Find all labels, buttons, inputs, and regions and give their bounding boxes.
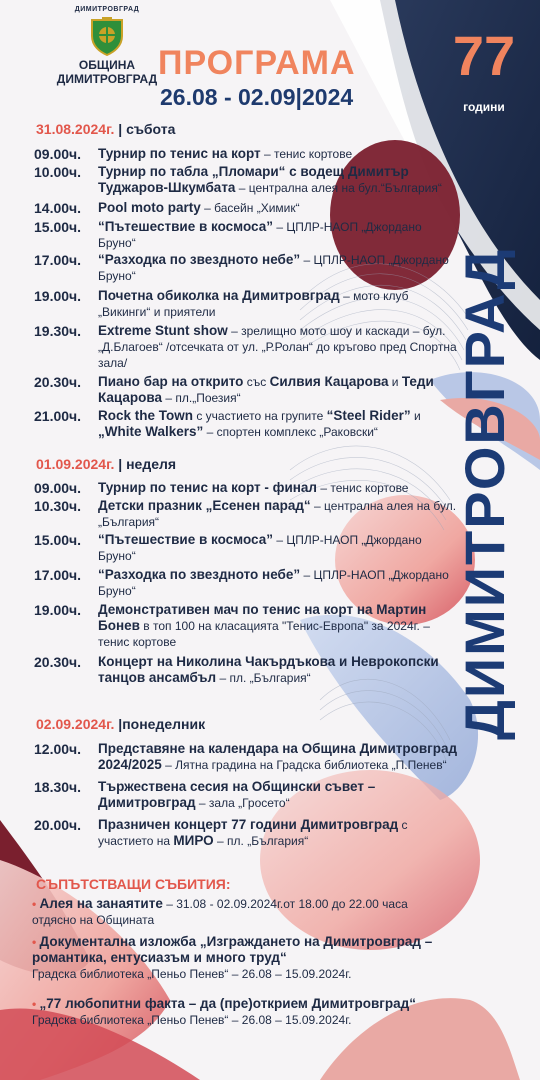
event-title: Турнир по табла „Пломари“ с водещ Димитър Туджаров-Шкумбата bbox=[98, 164, 409, 195]
municipality-logo bbox=[52, 6, 162, 86]
side-event-desc: Градска библиотека „Пеньо Пенев“ – 26.08 – 15.09.2024г. bbox=[32, 967, 352, 981]
event-title-2: Силвия Кацарова bbox=[269, 374, 389, 389]
event-title: Празничен концерт 77 години Димитровград bbox=[98, 817, 399, 832]
event-title: Rock the Town bbox=[98, 408, 194, 423]
event-title-2: “Steel Rider” bbox=[326, 408, 411, 423]
event-time: 10.00ч. bbox=[34, 164, 82, 180]
event-text bbox=[98, 654, 458, 686]
event-text bbox=[98, 374, 458, 406]
event-sep: с участието на bbox=[98, 818, 408, 848]
event-time: 19.30ч. bbox=[34, 323, 82, 339]
event-text bbox=[98, 741, 458, 773]
day-date: 01.09.2024г. bbox=[36, 456, 115, 472]
event-time: 18.30ч. bbox=[34, 779, 82, 795]
event-title: “Разходка по звездното небе” bbox=[98, 252, 301, 267]
event-desc: централна алея на бул.“България“ bbox=[248, 181, 442, 195]
program-dates: 26.08 - 02.09|2024 bbox=[160, 84, 354, 110]
day-date: 02.09.2024г. bbox=[36, 716, 115, 732]
bullet-icon: • bbox=[32, 897, 37, 911]
event-desc: – спортен комплекс „Раковски“ bbox=[203, 425, 378, 439]
event-desc: пл. „България“ bbox=[229, 671, 311, 685]
event-sep: – bbox=[200, 201, 215, 215]
event-title: Тържествена сесия на Общински съвет – Димитровград bbox=[98, 779, 376, 810]
coat-of-arms-icon bbox=[89, 16, 125, 56]
event-desc: мото клуб „Викинги“ и приятели bbox=[98, 289, 409, 319]
anniversary-word: години bbox=[463, 100, 505, 114]
event-time: 19.00ч. bbox=[34, 288, 82, 304]
logo-line-2: ДИМИТРОВГРАД bbox=[56, 72, 158, 86]
event-desc: ЦПЛР-НАОП „Джордано Бруно“ bbox=[98, 253, 449, 283]
event-text bbox=[98, 480, 458, 496]
event-title: Концерт на Николина Чакърдъкова и Неврокопски танцов ансамбъл bbox=[98, 654, 439, 685]
side-event-item bbox=[32, 896, 442, 928]
event-sep: – bbox=[273, 220, 287, 234]
side-events-heading: СЪПЪТСТВАЩИ СЪБИТИЯ: bbox=[36, 876, 231, 892]
event-sep: – bbox=[260, 147, 275, 161]
event-time: 12.00ч. bbox=[34, 741, 82, 757]
event-sep: с участието на групите bbox=[193, 409, 327, 423]
event-desc: зала „Гросето“ bbox=[208, 796, 290, 810]
event-sep: – bbox=[216, 671, 230, 685]
bullet-icon: • bbox=[32, 997, 37, 1011]
event-title: Турнир по тенис на корт bbox=[98, 146, 261, 161]
event-title: Демонстративен мач по тенис на корт на Мартин Бонев bbox=[98, 602, 427, 633]
event-text bbox=[98, 146, 458, 162]
event-desc: – пл. „България“ bbox=[213, 834, 309, 848]
logo-line-1: ОБЩИНА bbox=[78, 58, 136, 72]
event-time: 15.00ч. bbox=[34, 532, 82, 548]
event-title: Детски празник „Есенен парад“ bbox=[98, 498, 311, 513]
event-sep: – bbox=[300, 253, 314, 267]
event-time: 09.00ч. bbox=[34, 146, 82, 162]
side-event-desc: – 31.08 - 02.09.2024г.от 18.00 до 22.00 часа отдясно на Общината bbox=[32, 897, 408, 927]
day-heading bbox=[36, 716, 205, 732]
event-desc: ЦПЛР-НАОП „Джордано Бруно“ bbox=[98, 533, 422, 563]
event-text bbox=[98, 817, 458, 849]
day-weekday: | събота bbox=[118, 121, 176, 137]
event-title-3: Теди Кацарова bbox=[98, 374, 434, 405]
event-sep: – bbox=[317, 481, 331, 495]
anniversary-number: 77 bbox=[452, 24, 516, 87]
event-title: Турнир по тенис на корт - финал bbox=[98, 480, 318, 495]
event-sep: – bbox=[161, 758, 176, 772]
event-title-2: МИРО bbox=[173, 833, 214, 848]
event-text bbox=[98, 408, 458, 440]
side-event-title: Алея на занаятите bbox=[39, 896, 163, 911]
event-title: “Пътешествие в космоса” bbox=[98, 219, 273, 234]
event-sep: – bbox=[339, 289, 354, 303]
event-desc: тенис кортове bbox=[274, 147, 353, 161]
event-text bbox=[98, 323, 458, 371]
event-time: 17.00ч. bbox=[34, 252, 82, 268]
event-desc: зрелищно мото шоу и каскади – бул. „Д.Благоев“ /отсечката от ул. „Р.Ролан“ до кръгово пред Спортна зала/ bbox=[98, 324, 457, 370]
event-desc: – пл.„Поезия“ bbox=[162, 391, 241, 405]
bullet-icon: • bbox=[32, 935, 37, 949]
event-sep: със bbox=[243, 375, 270, 389]
event-title: Pool moto party bbox=[98, 200, 201, 215]
event-sep: – bbox=[235, 181, 249, 195]
day-heading bbox=[36, 456, 176, 472]
day-date: 31.08.2024г. bbox=[36, 121, 115, 137]
event-sep: – bbox=[300, 568, 314, 582]
day-weekday: | неделя bbox=[118, 456, 177, 472]
event-sep: – bbox=[310, 499, 325, 513]
event-title: Почетна обиколка на Димитровград bbox=[98, 288, 340, 303]
side-event-title: Документална изложба „Изграждането на Димитровград – романтика, ентусиазъм и много труд“ bbox=[32, 934, 433, 965]
event-time: 10.30ч. bbox=[34, 498, 82, 514]
event-title: Extreme Stunt show bbox=[98, 323, 228, 338]
event-desc: ЦПЛР-НАОП „Джордано Бруно“ bbox=[98, 220, 422, 250]
event-text bbox=[98, 219, 458, 251]
event-desc: басейн „Химик“ bbox=[214, 201, 300, 215]
city-vertical-text: ДИМИТРОВГРАД bbox=[453, 247, 516, 740]
event-time: 17.00ч. bbox=[34, 567, 82, 583]
event-time: 14.00ч. bbox=[34, 200, 82, 216]
side-event-desc: Градска библиотека „Пеньо Пенев“ – 26.08 – 15.09.2024г. bbox=[32, 1013, 352, 1027]
event-sep: и bbox=[410, 409, 421, 423]
event-text bbox=[98, 779, 458, 811]
anniversary-badge bbox=[440, 26, 528, 114]
event-text bbox=[98, 498, 458, 530]
event-time: 20.30ч. bbox=[34, 654, 82, 670]
event-title: “Разходка по звездното небе” bbox=[98, 567, 301, 582]
event-title: Пиано бар на открито bbox=[98, 374, 244, 389]
event-text bbox=[98, 532, 458, 564]
side-event-item bbox=[32, 934, 442, 982]
event-desc: ЦПЛР-НАОП „Джордано Бруно“ bbox=[98, 568, 449, 598]
event-text bbox=[98, 164, 458, 196]
event-time: 09.00ч. bbox=[34, 480, 82, 496]
day-weekday: |понеделник bbox=[118, 716, 206, 732]
day-heading bbox=[36, 121, 175, 137]
event-time: 21.00ч. bbox=[34, 408, 82, 424]
event-sep: – bbox=[195, 796, 209, 810]
event-sep: и bbox=[388, 375, 402, 389]
event-sep: – bbox=[273, 533, 287, 547]
event-title: Представяне на календара на Община Димитровград 2024/2025 bbox=[98, 741, 458, 772]
side-event-title: „77 любопитни факта – да (пре)открием Димитровград“ bbox=[39, 996, 416, 1011]
event-sep: – bbox=[227, 324, 242, 338]
side-event-item bbox=[32, 996, 442, 1028]
event-title-3: „White Walkers” bbox=[98, 424, 204, 439]
event-text bbox=[98, 200, 458, 216]
page-title: ПРОГРАМА bbox=[158, 44, 356, 82]
logo-top-text: ДИМИТРОВГРАД bbox=[74, 6, 140, 13]
event-desc: тенис кортове bbox=[330, 481, 409, 495]
event-text bbox=[98, 288, 458, 320]
event-text bbox=[98, 567, 458, 599]
event-text bbox=[98, 252, 458, 284]
event-time: 15.00ч. bbox=[34, 219, 82, 235]
event-time: 19.00ч. bbox=[34, 602, 82, 618]
event-desc: в топ 100 на класацията "Тенис-Европа" за 2024г. – тенис кортове bbox=[98, 619, 430, 649]
event-time: 20.30ч. bbox=[34, 374, 82, 390]
event-text bbox=[98, 602, 458, 650]
event-desc: централна алея на бул.„България“ bbox=[98, 499, 457, 529]
event-desc: Лятна градина на Градска библиотека „П.Пенев“ bbox=[175, 758, 447, 772]
event-time: 20.00ч. bbox=[34, 817, 82, 833]
event-title: “Пътешествие в космоса” bbox=[98, 532, 273, 547]
